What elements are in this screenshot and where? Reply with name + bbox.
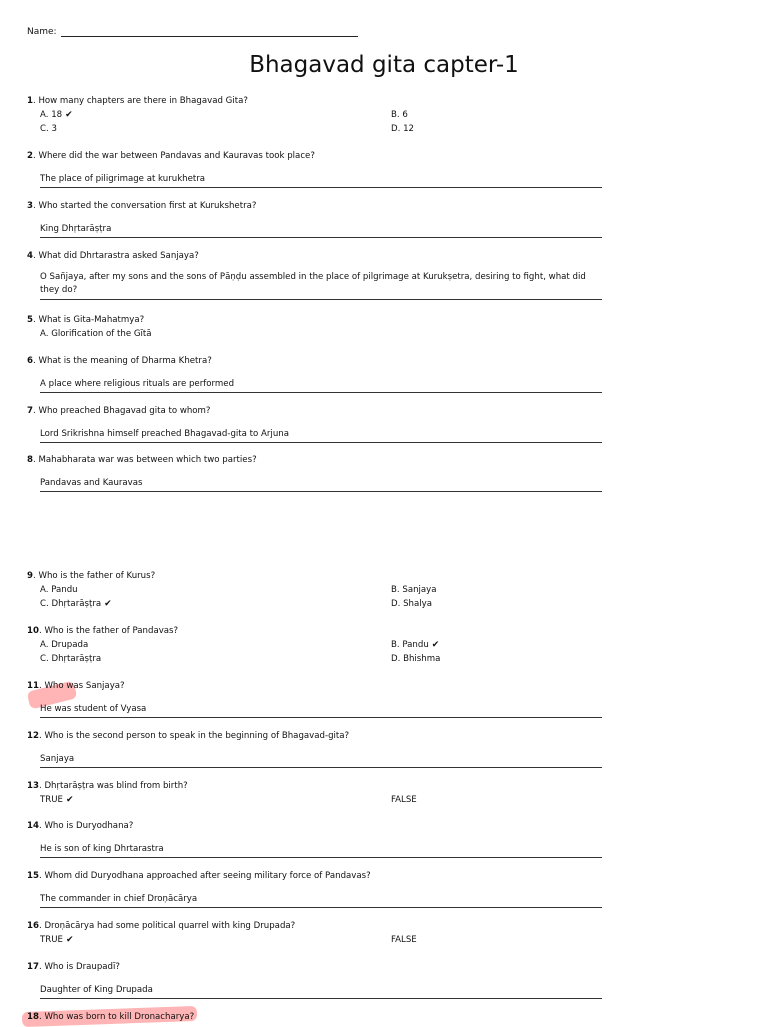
- option-d[interactable]: D. 12: [391, 123, 415, 134]
- question-text: How many chapters are there in Bhagavad Gita?: [38, 96, 248, 106]
- question-14: 14. Who is Duryodhana? He is son of king Dhrtarastra: [27, 820, 602, 858]
- option-d[interactable]: D. Shalya: [391, 598, 432, 609]
- question-6: 6. What is the meaning of Dharma Khetra? A place where religious rituals are performed: [27, 355, 602, 393]
- option-true[interactable]: TRUE ✔: [40, 934, 74, 945]
- question-text: Who started the conversation first at Kurukshetra?: [38, 201, 257, 211]
- question-9: 9. Who is the father of Kurus? A. Pandu B. Sanjaya C. Dhṛtarāṣṭra ✔ D. Shalya: [27, 570, 602, 611]
- question-10: 10. Who is the father of Pandavas? A. Drupada B. Pandu ✔ C. Dhṛtarāṣṭra D. Bhishma: [27, 625, 602, 666]
- option-a[interactable]: A. Glorification of the Gītā: [40, 328, 152, 339]
- question-text: What is Gita-Mahatmya?: [38, 315, 145, 325]
- question-5: 5. What is Gita-Mahatmya? A. Glorification of the Gītā: [27, 314, 602, 342]
- answer-field[interactable]: The place of piligrimage at kurukhetra: [40, 173, 602, 189]
- answer-field[interactable]: A place where religious rituals are performed: [40, 378, 602, 394]
- question-text: Where did the war between Pandavas and Kauravas took place?: [38, 151, 315, 161]
- question-text: Dhṛtarāṣṭra was blind from birth?: [44, 781, 188, 791]
- answer-field[interactable]: He was student of Vyasa: [40, 703, 602, 719]
- question-text: Droṇācārya had some political quarrel with king Drupada?: [44, 921, 296, 931]
- option-d[interactable]: D. Bhishma: [391, 653, 441, 664]
- answer-field[interactable]: The commander in chief Droṇācārya: [40, 893, 602, 909]
- option-a[interactable]: A. Drupada: [40, 639, 89, 650]
- question-text: Who is the father of Kurus?: [38, 571, 156, 581]
- check-icon: ✔: [65, 109, 73, 120]
- option-false[interactable]: FALSE: [391, 794, 417, 805]
- question-text: What did Dhrtarastra asked Sanjaya?: [38, 251, 199, 261]
- question-text: Mahabharata war was between which two parties?: [38, 455, 257, 465]
- question-17: 17. Who is Draupadī? Daughter of King Drupada: [27, 961, 602, 999]
- check-icon: ✔: [431, 639, 440, 650]
- option-c[interactable]: C. Dhṛtarāṣṭra: [40, 653, 102, 664]
- answer-field[interactable]: Pandavas and Kauravas: [40, 477, 602, 493]
- name-field[interactable]: [27, 27, 358, 37]
- question-text: Who was born to kill Dronacharya?: [44, 1012, 195, 1022]
- question-16: 16. Droṇācārya had some political quarrel with king Drupada? TRUE ✔ FALSE: [27, 920, 602, 948]
- question-18: 18. Who was born to kill Dronacharya?: [27, 1012, 195, 1022]
- question-text: Who is the father of Pandavas?: [44, 626, 179, 636]
- options: [27, 328, 602, 342]
- option-true[interactable]: TRUE ✔: [40, 794, 74, 805]
- question-15: 15. Whom did Duryodhana approached after seeing military force of Pandavas? The commander in chief Droṇācārya: [27, 870, 602, 908]
- question-4: 4. What did Dhrtarastra asked Sanjaya? O Sañjaya, after my sons and the sons of Pāṇḍu assembled in the place of pilgrimage at Kurukṣetra, desiring to fight, what did they do?: [27, 250, 602, 300]
- option-b[interactable]: B. Pandu ✔: [391, 639, 440, 650]
- options: [27, 584, 602, 611]
- question-text: Who preached Bhagavad gita to whom?: [38, 406, 211, 416]
- option-c[interactable]: C. Dhṛtarāṣṭra ✔: [40, 598, 112, 609]
- question-text: Who is the second person to speak in the beginning of Bhagavad-gita?: [44, 731, 350, 741]
- option-a[interactable]: A. Pandu: [40, 584, 78, 595]
- options: [27, 794, 602, 808]
- question-text: Who is Duryodhana?: [44, 821, 134, 831]
- question-1: 1. How many chapters are there in Bhagavad Gita? A. 18 ✔ B. 6 C. 3 D. 12: [27, 95, 602, 136]
- options: [27, 109, 602, 136]
- question-13: 13. Dhṛtarāṣṭra was blind from birth? TRUE ✔ FALSE: [27, 780, 602, 808]
- question-text: What is the meaning of Dharma Khetra?: [38, 356, 212, 366]
- answer-field[interactable]: Daughter of King Drupada: [40, 984, 602, 1000]
- page-title: Bhagavad gita capter-1: [249, 52, 519, 78]
- answer-field[interactable]: O Sañjaya, after my sons and the sons of Pāṇḍu assembled in the place of pilgrimage at Kurukṣetra, desiring to fight, what did they do?: [40, 271, 602, 300]
- question-3: 3. Who started the conversation first at Kurukshetra? King Dhṛtarāṣṭra: [27, 200, 602, 238]
- options: [27, 934, 602, 948]
- option-b[interactable]: B. 6: [391, 109, 408, 120]
- answer-field[interactable]: King Dhṛtarāṣṭra: [40, 223, 602, 239]
- check-icon: ✔: [65, 794, 74, 805]
- question-8: 8. Mahabharata war was between which two parties? Pandavas and Kauravas: [27, 454, 602, 492]
- option-a[interactable]: A. 18 ✔: [40, 109, 73, 120]
- question-text: Who is Draupadī?: [44, 962, 120, 972]
- options: [27, 639, 602, 666]
- name-label: Name:: [27, 27, 57, 37]
- question-text: Whom did Duryodhana approached after seeing military force of Pandavas?: [44, 871, 371, 881]
- option-c[interactable]: C. 3: [40, 123, 57, 134]
- option-false[interactable]: FALSE: [391, 934, 417, 945]
- question-11: 11. Who was Sanjaya? He was student of Vyasa: [27, 680, 602, 718]
- answer-field[interactable]: Sanjaya: [40, 753, 602, 769]
- answer-field[interactable]: He is son of king Dhrtarastra: [40, 843, 602, 859]
- question-12: 12. Who is the second person to speak in the beginning of Bhagavad-gita? Sanjaya: [27, 730, 602, 768]
- question-text: Who was Sanjaya?: [44, 681, 125, 691]
- option-b[interactable]: B. Sanjaya: [391, 584, 437, 595]
- check-icon: ✔: [104, 598, 112, 609]
- check-icon: ✔: [65, 934, 74, 945]
- answer-field[interactable]: Lord Srikrishna himself preached Bhagavad-gita to Arjuna: [40, 428, 602, 444]
- question-7: 7. Who preached Bhagavad gita to whom? Lord Srikrishna himself preached Bhagavad-gita to Arjuna: [27, 405, 602, 443]
- question-2: 2. Where did the war between Pandavas and Kauravas took place? The place of piligrimage at kurukhetra: [27, 150, 602, 188]
- name-blank[interactable]: [61, 27, 358, 37]
